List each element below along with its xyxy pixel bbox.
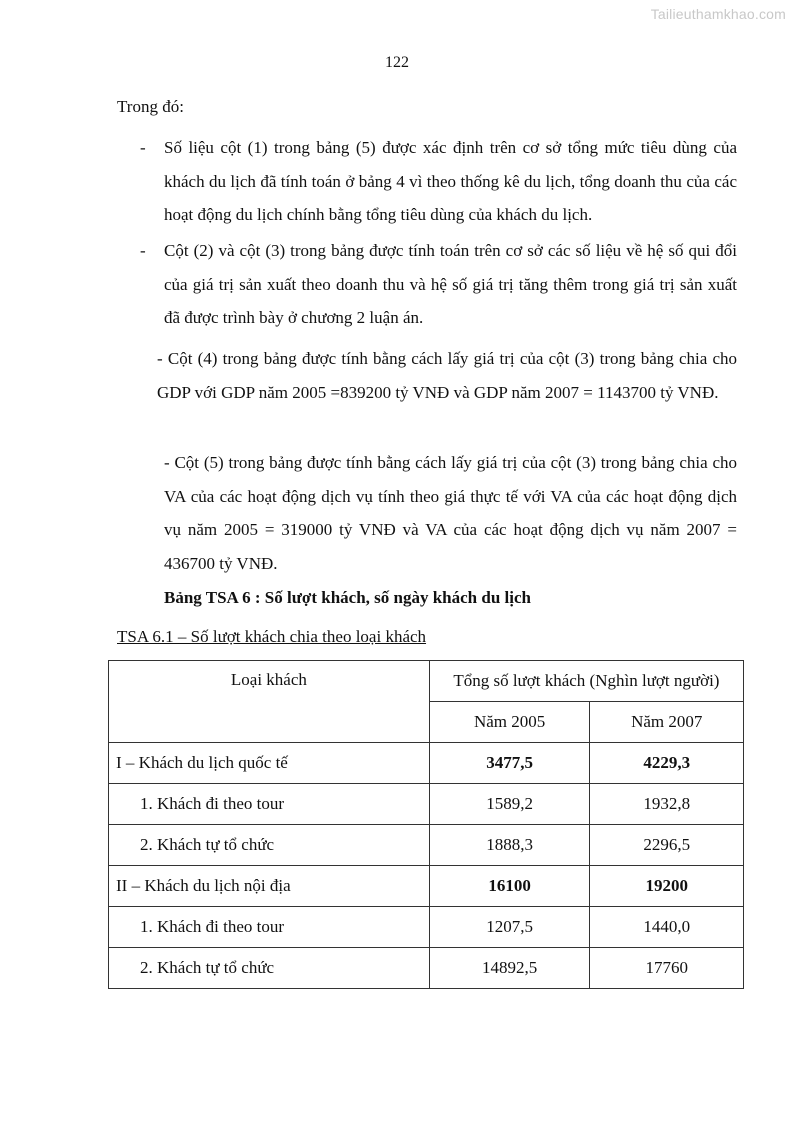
value-2007: 1440,0: [590, 907, 744, 948]
value-2005: 1207,5: [429, 907, 590, 948]
row-label: I – Khách du lịch quốc tế: [109, 743, 430, 784]
value-2007: 1932,8: [590, 784, 744, 825]
bullet-paragraph: Số liệu cột (1) trong bảng (5) được xác định trên cơ sở tổng mức tiêu dùng của khách du lịch đã tính toán ở bảng 4 vì theo thống kê du lịch, tổng doanh thu của các hoạt động du lịch chính bằng tổng tiêu dùng của khách du lịch.: [164, 138, 737, 224]
table-row: [109, 743, 744, 784]
header-total: Tổng số lượt khách (Nghìn lượt người): [429, 661, 743, 702]
header-year-2005: Năm 2005: [429, 702, 590, 743]
table-subtitle: TSA 6.1 – Số lượt khách chia theo loại khách: [117, 627, 427, 646]
value-2005: 16100: [429, 866, 590, 907]
bullet-dash: -: [140, 138, 146, 157]
row-label: 2. Khách tự tổ chức: [109, 948, 430, 989]
table-row: [109, 907, 744, 948]
value-2007: 2296,5: [590, 825, 744, 866]
value-2005: 14892,5: [429, 948, 590, 989]
paragraph-col5: - Cột (5) trong bảng được tính bằng cách lấy giá trị của cột (3) trong bảng chia cho VA của các hoạt động dịch vụ tính theo giá thực tế với VA của các hoạt động dịch vụ năm 2005 = 319000 tỷ VNĐ và VA của các hoạt động dịch vụ năm 2007 = 436700 tỷ VNĐ.: [164, 453, 737, 573]
page-number: 122: [385, 54, 409, 71]
intro-text: Trong đó:: [117, 97, 184, 116]
value-2007: 17760: [590, 948, 744, 989]
header-type: Loại khách: [109, 661, 430, 743]
value-2005: 1589,2: [429, 784, 590, 825]
value-2005: 1888,3: [429, 825, 590, 866]
table-row: [109, 948, 744, 989]
table-row: [109, 866, 744, 907]
bullet-dash: -: [140, 241, 146, 260]
value-2007: 19200: [590, 866, 744, 907]
row-label: II – Khách du lịch nội địa: [109, 866, 430, 907]
table-header-row: [109, 661, 744, 702]
header-year-2007: Năm 2007: [590, 702, 744, 743]
bullet-paragraph: Cột (2) và cột (3) trong bảng được tính toán trên cơ sở các số liệu về hệ số qui đổi của giá trị sản xuất theo doanh thu và hệ số giá trị tăng thêm trong giá trị sản xuất đã được trình bày ở chương 2 luận án.: [164, 241, 737, 327]
table-row: [109, 825, 744, 866]
value-2005: 3477,5: [429, 743, 590, 784]
value-2007: 4229,3: [590, 743, 744, 784]
visitor-table: [108, 660, 744, 989]
table-row: [109, 784, 744, 825]
table-title: Bảng TSA 6 : Số lượt khách, số ngày khách du lịch: [164, 588, 531, 607]
row-label: 1. Khách đi theo tour: [109, 784, 430, 825]
row-label: 1. Khách đi theo tour: [109, 907, 430, 948]
row-label: 2. Khách tự tổ chức: [109, 825, 430, 866]
paragraph-col4: - Cột (4) trong bảng được tính bằng cách lấy giá trị của cột (3) trong bảng chia cho GDP với GDP năm 2005 =839200 tỷ VNĐ và GDP năm 2007 = 1143700 tỷ VNĐ.: [157, 349, 737, 402]
watermark: Tailieuthamkhao.com: [650, 6, 786, 22]
